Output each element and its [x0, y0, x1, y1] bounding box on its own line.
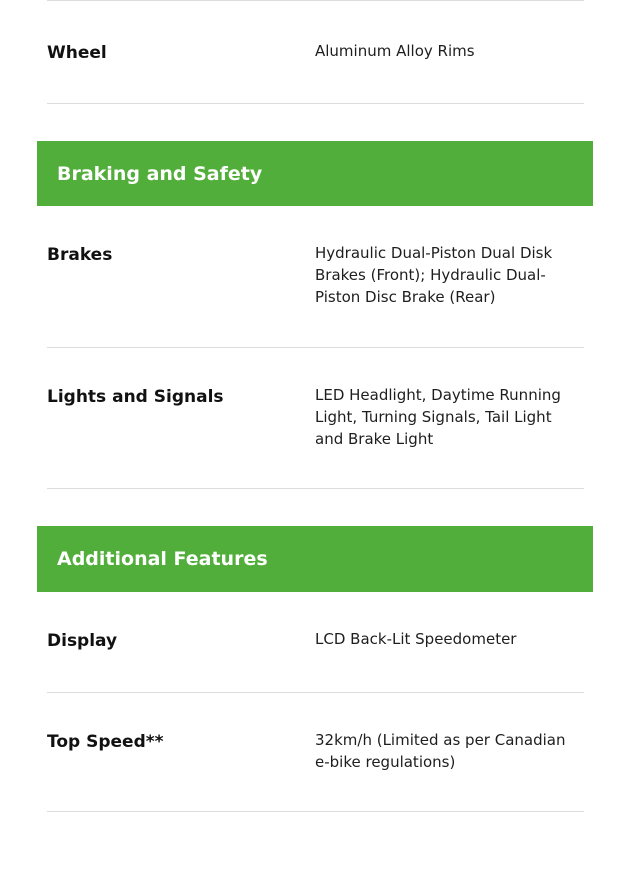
- spec-value: Hydraulic Dual-Piston Dual Disk Brakes (Front); Hydraulic Dual-Piston Disc Brake (Rear): [315, 244, 553, 306]
- spec-row-top-speed: [47, 693, 584, 812]
- spec-value: LED Headlight, Daytime Running Light, Turning Signals, Tail Light and Brake Light: [315, 386, 561, 448]
- spec-value: Aluminum Alloy Rims: [315, 42, 475, 60]
- spec-row-wheel: [47, 1, 584, 104]
- section-header-additional-features: [37, 526, 593, 592]
- spec-label: Lights and Signals: [47, 387, 224, 407]
- spec-value: LCD Back-Lit Speedometer: [315, 630, 517, 648]
- spec-label: Top Speed**: [47, 732, 164, 752]
- spec-value: 32km/h (Limited as per Canadian e-bike regulations): [315, 731, 566, 771]
- section-title: Braking and Safety: [57, 163, 263, 185]
- spec-row-display: [47, 592, 584, 693]
- section-title: Additional Features: [57, 548, 268, 570]
- spec-row-brakes: [47, 206, 584, 348]
- spec-label: Brakes: [47, 245, 113, 265]
- spec-label: Wheel: [47, 43, 107, 63]
- spec-label: Display: [47, 631, 118, 651]
- section-header-braking-and-safety: [37, 141, 593, 206]
- spec-row-lights-and-signals: [47, 348, 584, 489]
